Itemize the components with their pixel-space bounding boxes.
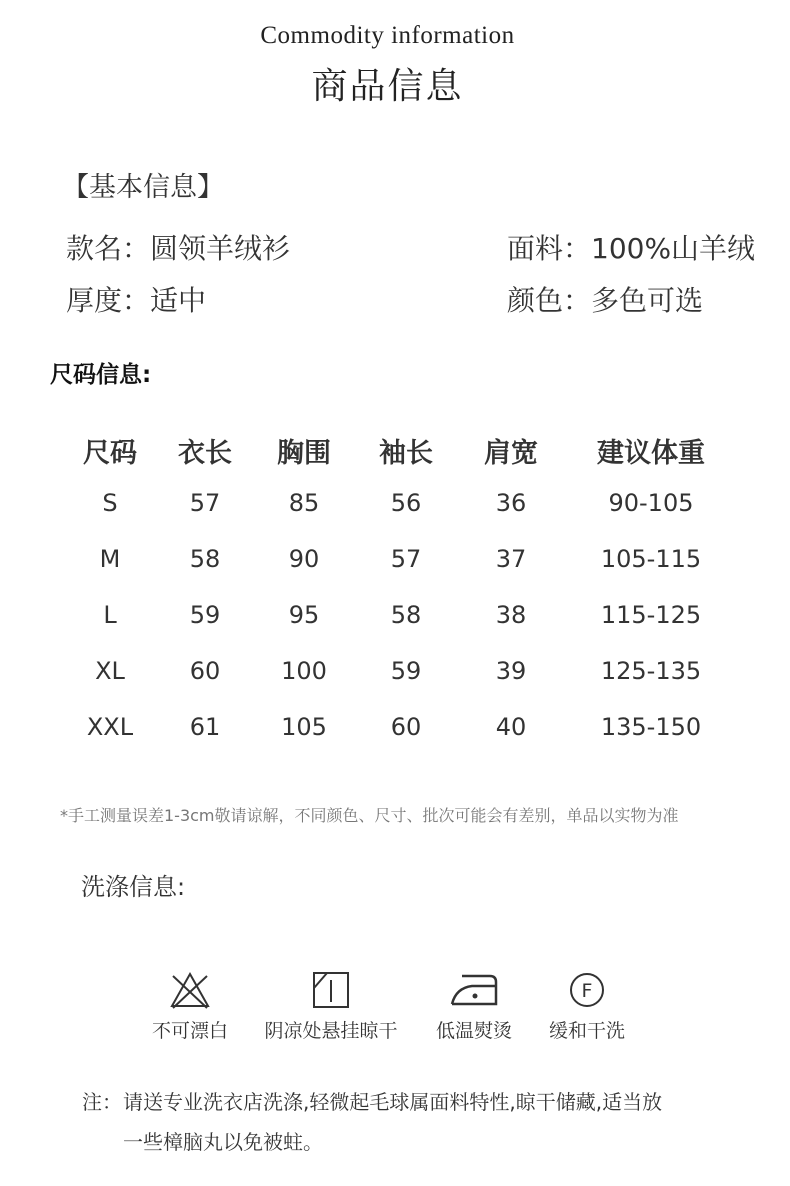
measurement-note: *手工测量误差1-3cm敬请谅解，不同颜色、尺寸、批次可能会有差别，单品以实物为准 [60, 806, 679, 825]
table-row [60, 475, 734, 531]
basic-info-heading: 【基本信息】 [62, 172, 224, 203]
care-label: 低温熨烫 [435, 1020, 512, 1042]
table-cell: 90 [288, 545, 320, 573]
col-header-weight: 建议体重 [597, 437, 705, 469]
table-cell: 100 [281, 657, 327, 685]
fabric: 面料：100%山羊绒 [507, 232, 756, 265]
col-header-chest: 胸围 [277, 437, 331, 469]
care-item-dry-clean [517, 970, 657, 1043]
table-cell: 58 [390, 601, 422, 629]
table-row [60, 643, 734, 699]
table-cell: 125-135 [600, 657, 702, 685]
table-cell: 40 [495, 713, 527, 741]
table-cell: L [103, 601, 117, 629]
note-line-2: 一些樟脑丸以免被蛀。 [123, 1130, 323, 1154]
col-header-length: 衣长 [178, 437, 232, 469]
table-cell: 115-125 [600, 601, 702, 629]
care-label: 不可漂白 [151, 1020, 228, 1042]
note-line-1: 请送专业洗衣店洗涤,轻微起毛球属面料特性,晾干储藏,适当放 [123, 1090, 663, 1114]
line-dry-shade-icon [311, 970, 351, 1010]
size-table [60, 425, 734, 755]
table-cell: 57 [189, 489, 221, 517]
table-row [60, 531, 734, 587]
title-english: Commodity information [260, 22, 515, 49]
iron-low-icon [448, 970, 500, 1010]
product-name: 款名：圆领羊绒衫 [66, 232, 291, 265]
table-row [60, 587, 734, 643]
col-header-size: 尺码 [83, 437, 137, 469]
table-cell: 58 [189, 545, 221, 573]
table-row [60, 699, 734, 755]
col-header-shoulder: 肩宽 [484, 437, 538, 469]
table-cell: XL [95, 657, 125, 685]
note-label: 注： [82, 1090, 122, 1114]
table-cell: 59 [390, 657, 422, 685]
care-item-no-bleach [120, 970, 260, 1043]
table-cell: S [102, 489, 118, 517]
table-cell: M [99, 545, 121, 573]
size-info-heading: 尺码信息: [50, 362, 152, 388]
col-header-sleeve: 袖长 [379, 437, 433, 469]
table-cell: 61 [189, 713, 221, 741]
care-item-line-dry [261, 970, 401, 1043]
table-cell: 37 [495, 545, 527, 573]
dry-clean-letter: F [581, 980, 593, 1002]
table-cell: 85 [288, 489, 320, 517]
table-cell: XXL [86, 713, 134, 741]
table-cell: 36 [495, 489, 527, 517]
table-cell: 39 [495, 657, 527, 685]
table-cell: 59 [189, 601, 221, 629]
table-cell: 90-105 [608, 489, 694, 517]
table-cell: 56 [390, 489, 422, 517]
table-cell: 95 [288, 601, 320, 629]
dry-clean-f-icon [567, 970, 607, 1010]
table-cell: 135-150 [600, 713, 702, 741]
table-cell: 60 [189, 657, 221, 685]
table-cell: 105-115 [600, 545, 702, 573]
no-bleach-icon [169, 970, 211, 1010]
title-chinese: 商品信息 [311, 66, 464, 107]
color-options: 颜色：多色可选 [507, 284, 704, 317]
care-label: 缓和干洗 [548, 1020, 625, 1042]
table-cell: 38 [495, 601, 527, 629]
thickness: 厚度：适中 [66, 284, 207, 317]
wash-info-heading: 洗涤信息: [81, 873, 186, 901]
table-cell: 57 [390, 545, 422, 573]
care-label: 阴凉处悬挂晾干 [264, 1020, 398, 1042]
table-header-row [60, 425, 734, 475]
table-cell: 105 [281, 713, 327, 741]
table-cell: 60 [390, 713, 422, 741]
